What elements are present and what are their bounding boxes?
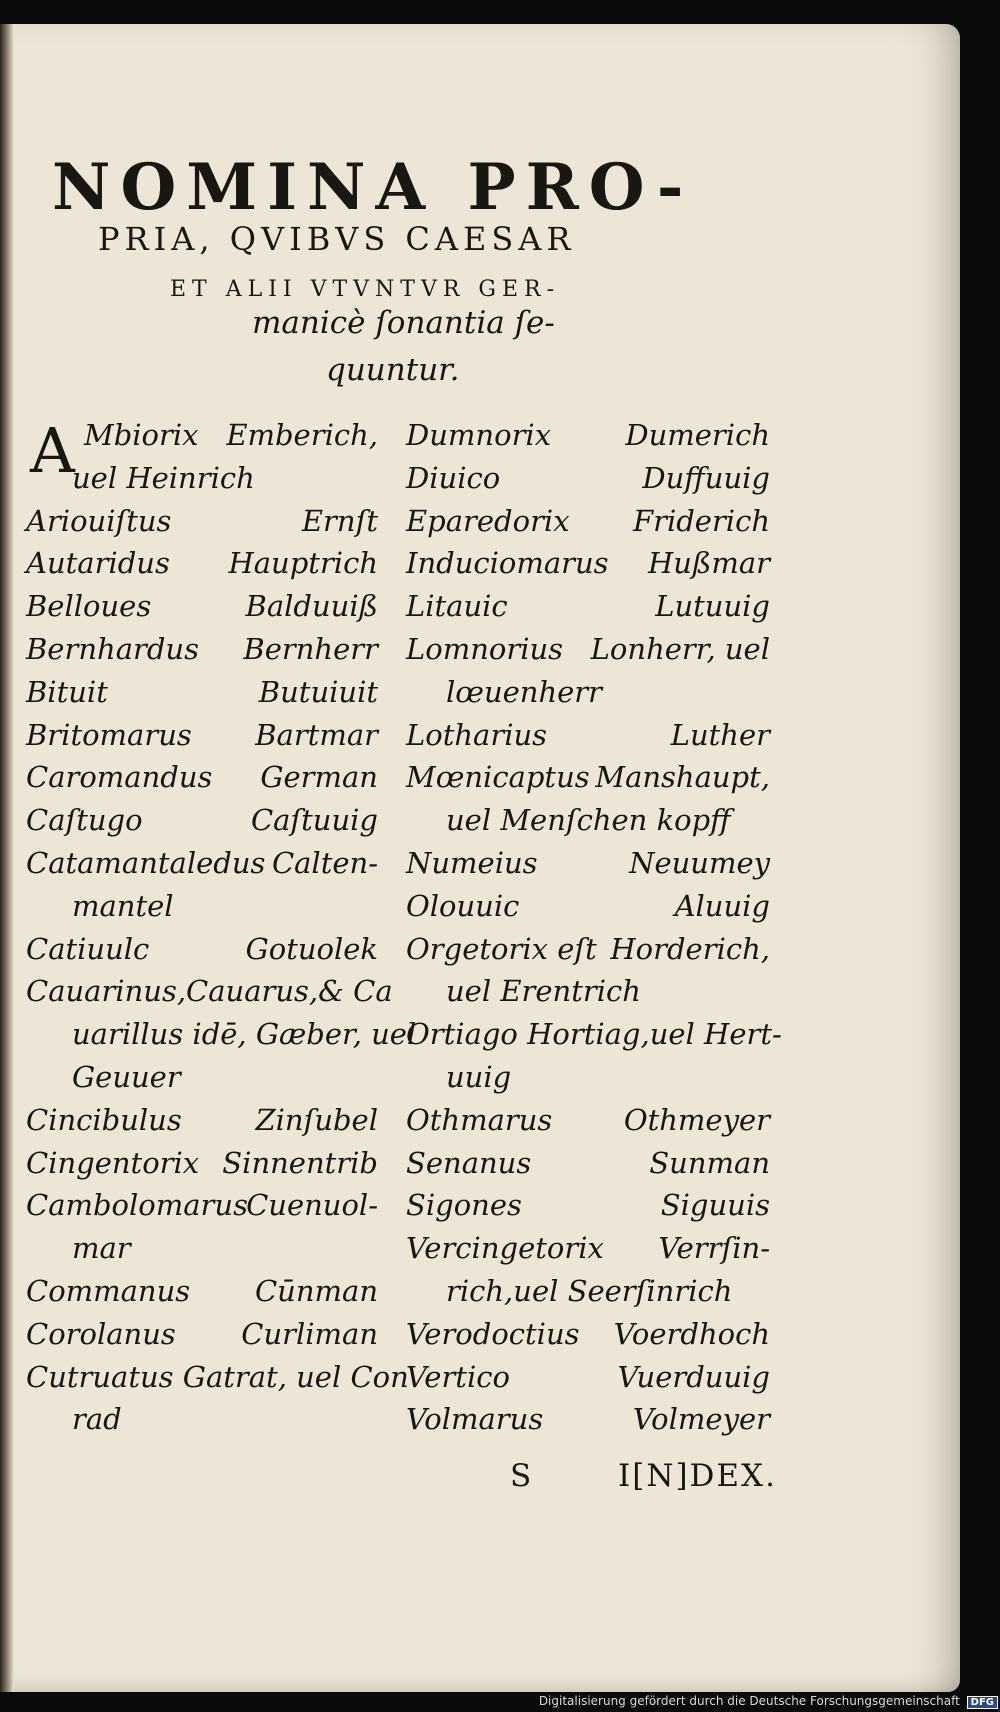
latin-name: Cauarinus,Cauarus,& Ca [26,974,393,1009]
german-name: Sinnentrib [222,1145,378,1180]
name-entry [406,1317,770,1357]
latin-name: uel Heinrich [72,460,255,495]
name-entry [26,1231,378,1271]
latin-name: Caromandus [26,760,213,795]
latin-name: Commanus [26,1274,191,1308]
latin-name: Mbiorix [84,418,199,452]
name-entry [26,932,378,972]
german-name: Hauptrich [228,546,378,581]
latin-name: Catamantaledus [26,846,266,880]
name-entry [26,675,378,715]
title-line-1: NOMINA PRO- [52,150,694,225]
latin-name: Induciomarus [406,546,609,581]
latin-name: Mœnicaptus [406,760,590,795]
german-name: Bartmar [255,717,378,752]
german-name: Verrſin- [658,1231,770,1266]
signature-mark: S [510,1458,532,1494]
latin-name: Cingentorix [26,1145,200,1180]
german-name: Sunman [649,1145,770,1180]
name-entry [406,589,770,629]
name-entry [26,974,393,1014]
german-name: Othmeyer [623,1102,770,1137]
name-entry [406,718,770,758]
name-entry [26,1188,378,1228]
latin-name: Senanus [406,1145,532,1180]
latin-name: Litauic [406,589,508,624]
latin-name: Eparedorix [406,503,570,538]
latin-name: uarillus idē, Gæber, uel [72,1017,417,1052]
name-entry [406,974,770,1014]
name-entry [26,1060,378,1100]
latin-name: Ortiago Hortiag,uel Hert- [406,1017,782,1052]
german-name: Lutuuig [655,589,770,624]
latin-name: Corolanus [26,1316,176,1351]
german-name: Duffuuig [642,460,770,495]
latin-name: uuig [446,1060,512,1094]
name-entry [26,846,378,886]
title-line-2: PRIA, QVIBVS CAESAR [98,220,576,258]
latin-name: Catiuulc [26,931,150,966]
name-entry [26,803,378,843]
name-entry [26,1402,378,1442]
latin-name: Verodoctius [406,1316,580,1351]
latin-name: Orgetorix eſt [406,931,597,966]
german-name: Cūnman [254,1274,378,1308]
name-entry [406,504,770,544]
name-entry [406,889,770,929]
latin-name: Geuuer [72,1060,181,1094]
latin-name: Cincibulus [26,1102,182,1137]
name-entry [406,1274,770,1314]
latin-name: Diuico [406,460,501,495]
latin-name: Bernhardus [26,632,199,666]
german-name: Gotuolek [245,931,378,966]
german-name: Caſtuuig [250,803,378,838]
name-entry [26,418,378,458]
name-entry [26,1017,417,1057]
german-name: Aluuig [674,888,770,923]
book-spine [0,24,14,1692]
german-name: Manshaupt, [595,760,770,795]
title-line-5: quuntur. [326,352,460,388]
name-entry [406,632,770,672]
latin-name: Numeius [406,846,538,880]
latin-name: Volmarus [406,1402,544,1437]
latin-name: Olouuic [406,888,520,923]
german-name: Emberich, [226,418,378,452]
german-name: Ernſt [301,503,378,538]
german-name: Butuiuit [258,674,378,709]
latin-name: Vertico [406,1359,510,1394]
name-entry [406,760,770,800]
catchword: I[N]DEX. [618,1458,777,1494]
name-entry [406,1360,770,1400]
german-name: Horderich, [610,931,770,966]
name-entry [406,418,770,458]
name-entry [406,1017,782,1057]
latin-name: lœuenherr [446,674,603,709]
name-entry [406,1188,770,1228]
name-entry [406,803,770,843]
latin-name: mar [72,1231,131,1266]
german-name: Luther [670,717,770,752]
name-entry [406,932,770,972]
name-entry [26,889,378,929]
drop-cap: A [30,414,75,487]
title-line-3: ET ALII VTVNTVR GER- [170,277,561,302]
footer-text: Digitalisierung gefördert durch die Deutsche Forschungsgemeinschaft [538,1694,960,1708]
german-name: Vuerduuig [617,1359,770,1394]
latin-name: Britomarus [26,717,192,752]
latin-name: Ariouiſtus [26,503,172,538]
german-name: Neuumey [629,846,770,880]
german-name: Friderich [632,503,770,538]
latin-name: Belloues [26,589,152,624]
name-entry [26,718,378,758]
name-entry [26,1274,378,1314]
latin-name: Othmarus [406,1102,553,1137]
german-name: Balduuiß [245,589,378,624]
name-entry [406,1103,770,1143]
name-entry [26,546,378,586]
latin-name: Caſtugo [26,803,143,838]
name-entry [26,1146,378,1186]
latin-name: Vercingetorix [406,1231,604,1266]
footer [520,1694,998,1710]
german-name: Cuenuol- [246,1188,378,1223]
latin-name: rad [72,1402,122,1437]
name-entry [406,461,770,501]
name-entry [26,589,378,629]
name-entry [26,461,378,501]
name-entry [26,1359,409,1400]
name-entry [406,846,770,886]
latin-name: uel Menſchen kopff [446,803,731,838]
german-name: Calten- [271,846,378,880]
name-entry [406,1402,770,1442]
name-entry [26,760,378,800]
name-entry [26,1103,378,1143]
latin-name: Cambolomarus [26,1188,248,1223]
latin-name: Lotharius [406,717,548,752]
latin-name: Autaridus [26,546,170,581]
latin-name: Bituit [26,674,108,709]
name-entry [26,1317,378,1357]
german-name: Volmeyer [632,1402,770,1437]
latin-name: Sigones [406,1188,522,1223]
german-name: Bernherr [243,632,378,666]
name-entry [406,1231,770,1271]
german-name: Voerdhoch [613,1316,770,1351]
dfg-logo: DFG [967,1696,998,1709]
german-name: Siguuis [660,1188,770,1223]
name-entry [406,1146,770,1186]
name-entry [406,546,770,586]
german-name: Hußmar [648,546,770,581]
latin-name: mantel [72,888,174,923]
name-entry [406,1060,770,1100]
german-name: German [260,760,378,795]
latin-name: uel Erentrich [446,974,641,1009]
latin-name: Dumnorix [406,418,552,452]
german-name: Lonherr, uel [590,632,770,666]
latin-name: rich,uel Seerſinrich [446,1274,733,1308]
latin-name: Cutruatus Gatrat, uel Con [26,1359,409,1394]
name-entry [26,504,378,544]
name-entry [26,632,378,672]
name-entry [406,675,770,715]
title-line-4: manicè ſonantia ſe- [252,305,555,341]
german-name: Curliman [241,1316,378,1351]
german-name: Zinſubel [255,1102,378,1137]
german-name: Dumerich [625,418,770,452]
latin-name: Lomnorius [406,632,564,666]
